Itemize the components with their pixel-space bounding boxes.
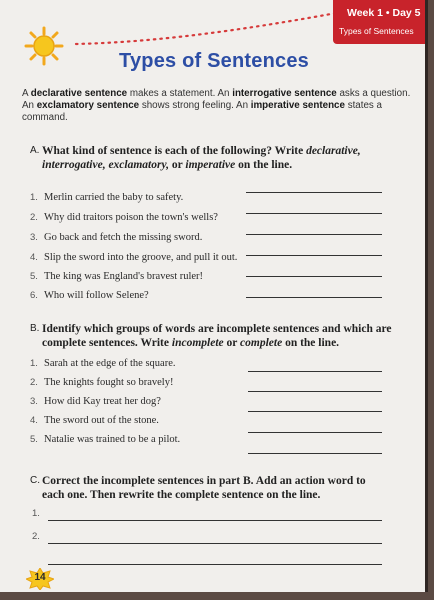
answer-line[interactable] [246,255,382,256]
rewrite-line[interactable] [48,543,382,544]
part-a-instructions: A. What kind of sentence is each of the following? Write declarative, interrogative, exclamatory, or imperative on the line. [30,145,361,171]
list-item: 5. The king was England's bravest ruler! [30,271,204,282]
intro-paragraph: A declarative sentence makes a statement. An interrogative sentence asks a question. An exclamatory sentence shows strong feeling. An imperative sentence states a command. [22,88,411,123]
part-b-instructions: B. Identify which groups of words are incomplete sentences and which are complete sentences. Write incomplete or complete on the line. [30,323,392,349]
answer-line[interactable] [248,453,382,454]
rewrite-line[interactable] [48,520,382,521]
list-item: 1. Merlin carried the baby to safety. [30,192,184,203]
page-number-badge [26,568,54,590]
list-item: 6. Who will follow Selene? [30,290,149,301]
term-interrogative: interrogative sentence [232,88,337,99]
term-exclamatory: exclamatory sentence [36,100,140,111]
term-declarative: declarative sentence [30,88,128,99]
list-item: 4. Slip the sword into the groove, and pull it out. [30,252,238,263]
answer-line[interactable] [246,213,382,214]
term-imperative: imperative sentence [250,100,345,111]
part-b-letter: B. [30,323,40,334]
answer-line[interactable] [248,391,382,392]
part-a-letter: A. [30,145,40,156]
rewrite-number: 1. [32,508,40,519]
list-item: 2. Why did traitors poison the town's wells? [30,212,218,223]
list-item: 1. Sarah at the edge of the square. [30,358,176,369]
rewrite-line[interactable] [48,564,382,565]
answer-line[interactable] [246,234,382,235]
week-day-tab [333,0,425,44]
page-number: 14 [34,572,46,583]
week-day-label: Week 1 • Day 5 [347,7,421,19]
answer-line[interactable] [246,192,382,193]
page-title: Types of Sentences [119,50,309,72]
rewrite-number: 2. [32,531,40,542]
answer-line[interactable] [248,411,382,412]
answer-line[interactable] [246,276,382,277]
answer-line[interactable] [246,297,382,298]
list-item: 3. Go back and fetch the missing sword. [30,232,203,243]
part-c-letter: C. [30,475,40,486]
list-item: 5. Natalie was trained to be a pilot. [30,434,181,445]
list-item: 2. The knights fought so bravely! [30,377,174,388]
topic-label: Types of Sentences [339,26,414,36]
part-c-instructions: C. Correct the incomplete sentences in part B. Add an action word to each one. Then rewrite the complete sentence on the line. [30,475,366,501]
list-item: 4. The sword out of the stone. [30,415,159,426]
dotted-arc-decoration [74,8,344,48]
answer-line[interactable] [248,432,382,433]
answer-line[interactable] [248,371,382,372]
list-item: 3. How did Kay treat her dog? [30,396,161,407]
